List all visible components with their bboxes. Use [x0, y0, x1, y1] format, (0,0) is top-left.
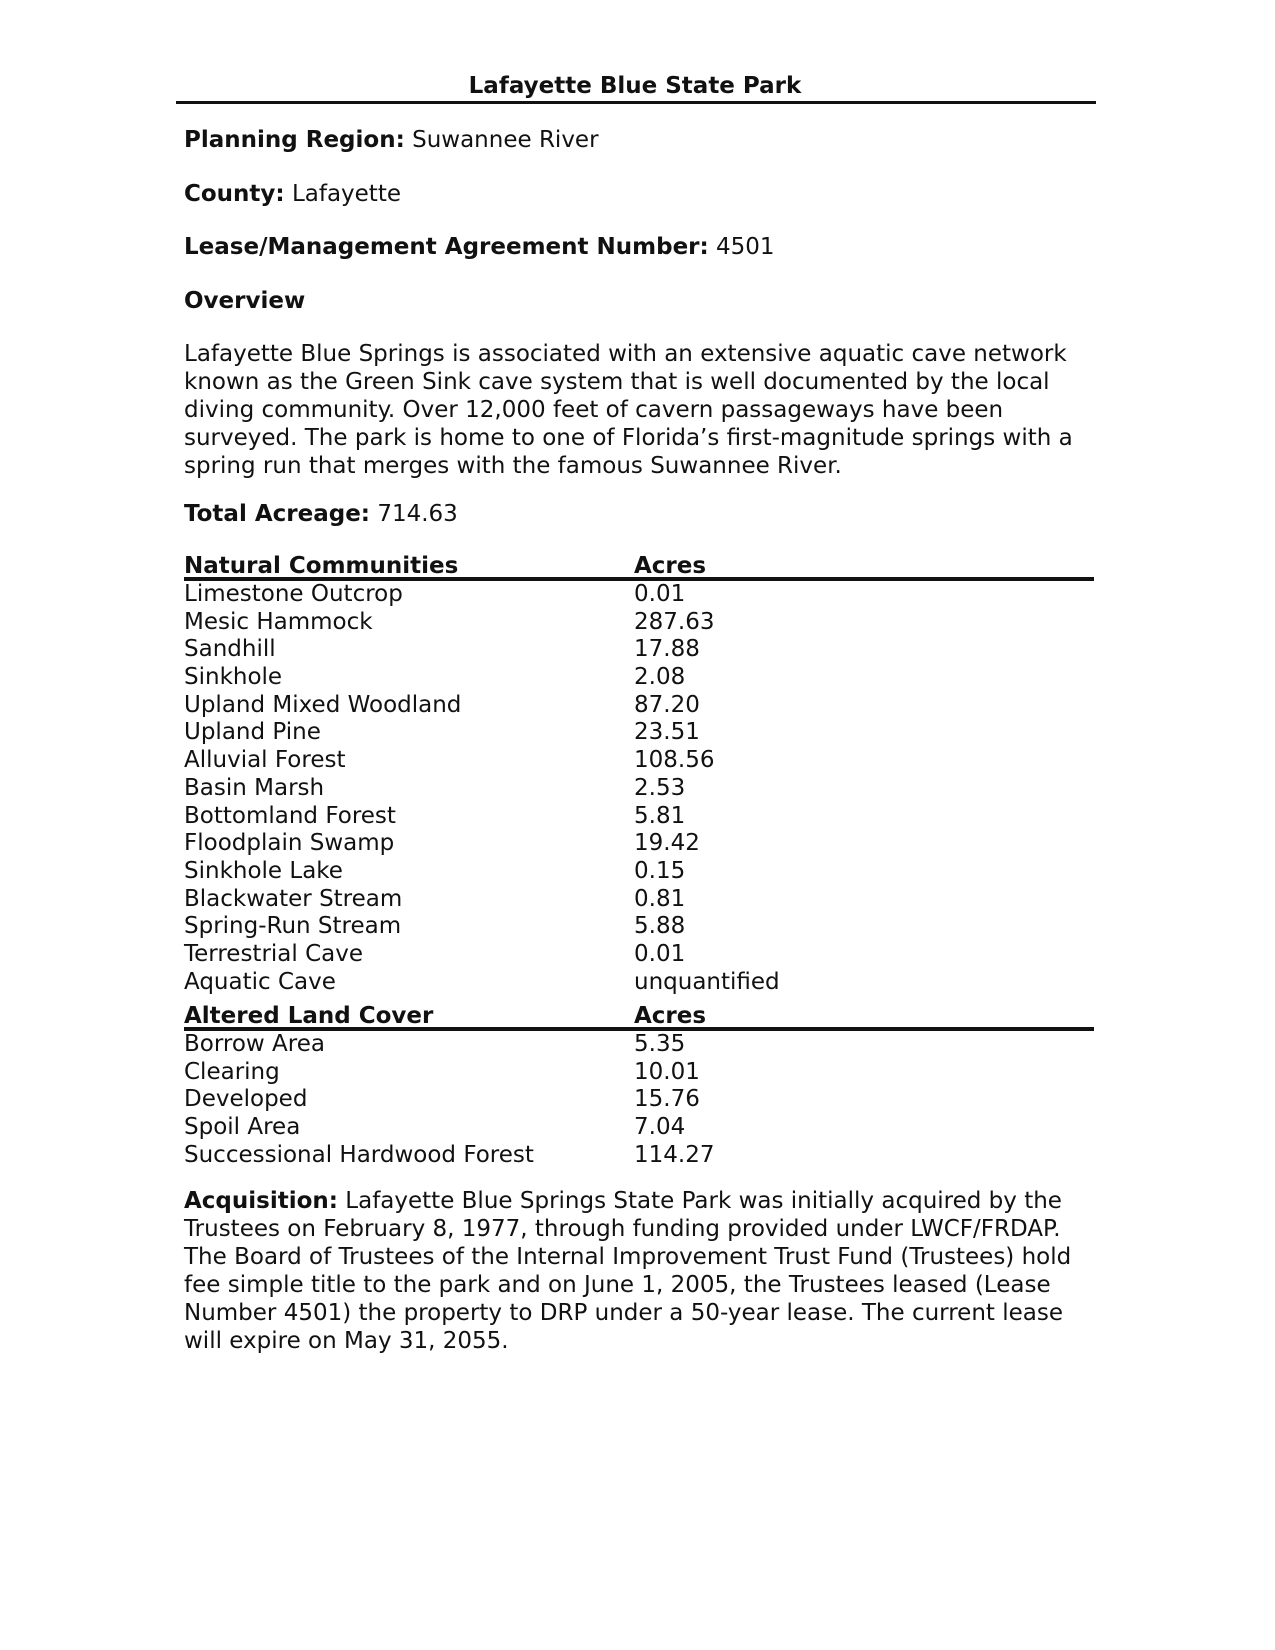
community-acres: unquantified	[634, 968, 780, 995]
table-row	[184, 1031, 1094, 1059]
community-name: Sandhill	[184, 636, 276, 663]
table-row	[184, 636, 1094, 664]
cover-acres: 114.27	[634, 1141, 715, 1168]
lease-label: Lease/Management Agreement Number:	[184, 234, 709, 260]
community-name: Mesic Hammock	[184, 608, 373, 635]
community-name: Floodplain Swamp	[184, 830, 395, 857]
table-row	[184, 692, 1094, 720]
county-label: County:	[184, 181, 285, 207]
planning-region-label: Planning Region:	[184, 127, 405, 153]
acquisition-paragraph	[184, 1187, 1104, 1355]
cover-acres: 15.76	[634, 1086, 700, 1113]
community-acres: 2.08	[634, 664, 686, 691]
table-row	[184, 719, 1094, 747]
community-acres: 0.81	[634, 885, 686, 912]
page-title: Lafayette Blue State Park	[468, 73, 802, 99]
natural-communities-rows	[184, 581, 1094, 996]
community-name: Limestone Outcrop	[184, 581, 403, 607]
community-acres: 0.01	[634, 581, 686, 607]
community-name: Bottomland Forest	[184, 802, 396, 829]
county-line	[184, 180, 401, 208]
table-row	[184, 664, 1094, 692]
table-row	[184, 886, 1094, 914]
community-name: Alluvial Forest	[184, 747, 346, 774]
table-row	[184, 581, 1094, 609]
lease-value: 4501	[716, 234, 775, 260]
community-name: Aquatic Cave	[184, 968, 336, 995]
cover-name: Spoil Area	[184, 1114, 301, 1141]
community-name: Sinkhole Lake	[184, 857, 343, 884]
cover-acres: 5.35	[634, 1031, 686, 1057]
title-underline	[176, 101, 1096, 104]
community-name: Upland Mixed Woodland	[184, 691, 462, 718]
county-value: Lafayette	[291, 181, 401, 207]
total-acreage-value: 714.63	[377, 501, 458, 527]
community-acres: 17.88	[634, 636, 700, 663]
community-acres: 0.01	[634, 940, 686, 967]
natural-communities-header-acres: Acres	[634, 553, 707, 579]
cover-name: Successional Hardwood Forest	[184, 1141, 534, 1168]
cover-acres: 7.04	[634, 1114, 686, 1141]
overview-paragraph: Lafayette Blue Springs is associated with an extensive aquatic cave network known as the Green Sink cave system that is well documented by the local diving community. Over 12,000 feet of cavern passageways have been surveyed. The park is home to one of Florida’s first-magnitude springs with a spring run that merges with the famous Suwannee River.	[184, 341, 1073, 479]
altered-land-cover-header-acres: Acres	[634, 1003, 707, 1029]
community-acres: 2.53	[634, 774, 686, 801]
altered-land-cover-header	[184, 1002, 1094, 1030]
community-name: Spring-Run Stream	[184, 913, 402, 940]
community-acres: 5.88	[634, 913, 686, 940]
table-row	[184, 941, 1094, 969]
lease-line	[184, 233, 775, 261]
altered-land-cover-table	[184, 1002, 1094, 1169]
table-row	[184, 1059, 1094, 1087]
altered-land-cover-header-name: Altered Land Cover	[184, 1003, 434, 1029]
table-row	[184, 858, 1094, 886]
planning-region-line	[184, 126, 599, 154]
natural-communities-table	[184, 552, 1094, 996]
community-name: Terrestrial Cave	[184, 940, 364, 967]
natural-communities-header-name: Natural Communities	[184, 553, 459, 579]
table-row	[184, 913, 1094, 941]
community-acres: 23.51	[634, 719, 700, 746]
cover-name: Clearing	[184, 1058, 280, 1085]
community-name: Blackwater Stream	[184, 885, 403, 912]
planning-region-value: Suwannee River	[412, 127, 599, 153]
cover-acres: 10.01	[634, 1058, 700, 1085]
cover-name: Borrow Area	[184, 1031, 325, 1057]
total-acreage-label: Total Acreage:	[184, 501, 370, 527]
table-row	[184, 1086, 1094, 1114]
community-name: Sinkhole	[184, 664, 283, 691]
table-row	[184, 609, 1094, 637]
community-acres: 19.42	[634, 830, 700, 857]
natural-communities-header	[184, 552, 1094, 580]
acquisition-text: Lafayette Blue Springs State Park was initially acquired by the Trustees on February 8, 1977, through funding provided under LWCF/FRDAP. The Board of Trustees of the Internal Improvement Trust Fund (Trustees) hold fee simple title to the park and on June 1, 2005, the Trustees leased (Lease Number 4501) the property to DRP under a 50-year lease. The current lease will expire on May 31, 2055.	[184, 1188, 1072, 1354]
table-row	[184, 775, 1094, 803]
table-row	[184, 830, 1094, 858]
community-acres: 5.81	[634, 802, 686, 829]
table-row	[184, 1142, 1094, 1170]
altered-land-cover-rows	[184, 1031, 1094, 1169]
total-acreage-line	[184, 500, 458, 528]
table-row	[184, 1114, 1094, 1142]
acquisition-label: Acquisition:	[184, 1188, 338, 1214]
overview-heading: Overview	[184, 288, 306, 314]
community-acres: 108.56	[634, 747, 715, 774]
community-acres: 0.15	[634, 857, 686, 884]
community-acres: 87.20	[634, 691, 700, 718]
table-row	[184, 803, 1094, 831]
community-name: Basin Marsh	[184, 774, 325, 801]
table-row	[184, 969, 1094, 997]
community-name: Upland Pine	[184, 719, 321, 746]
cover-name: Developed	[184, 1086, 308, 1113]
community-acres: 287.63	[634, 608, 715, 635]
table-row	[184, 747, 1094, 775]
